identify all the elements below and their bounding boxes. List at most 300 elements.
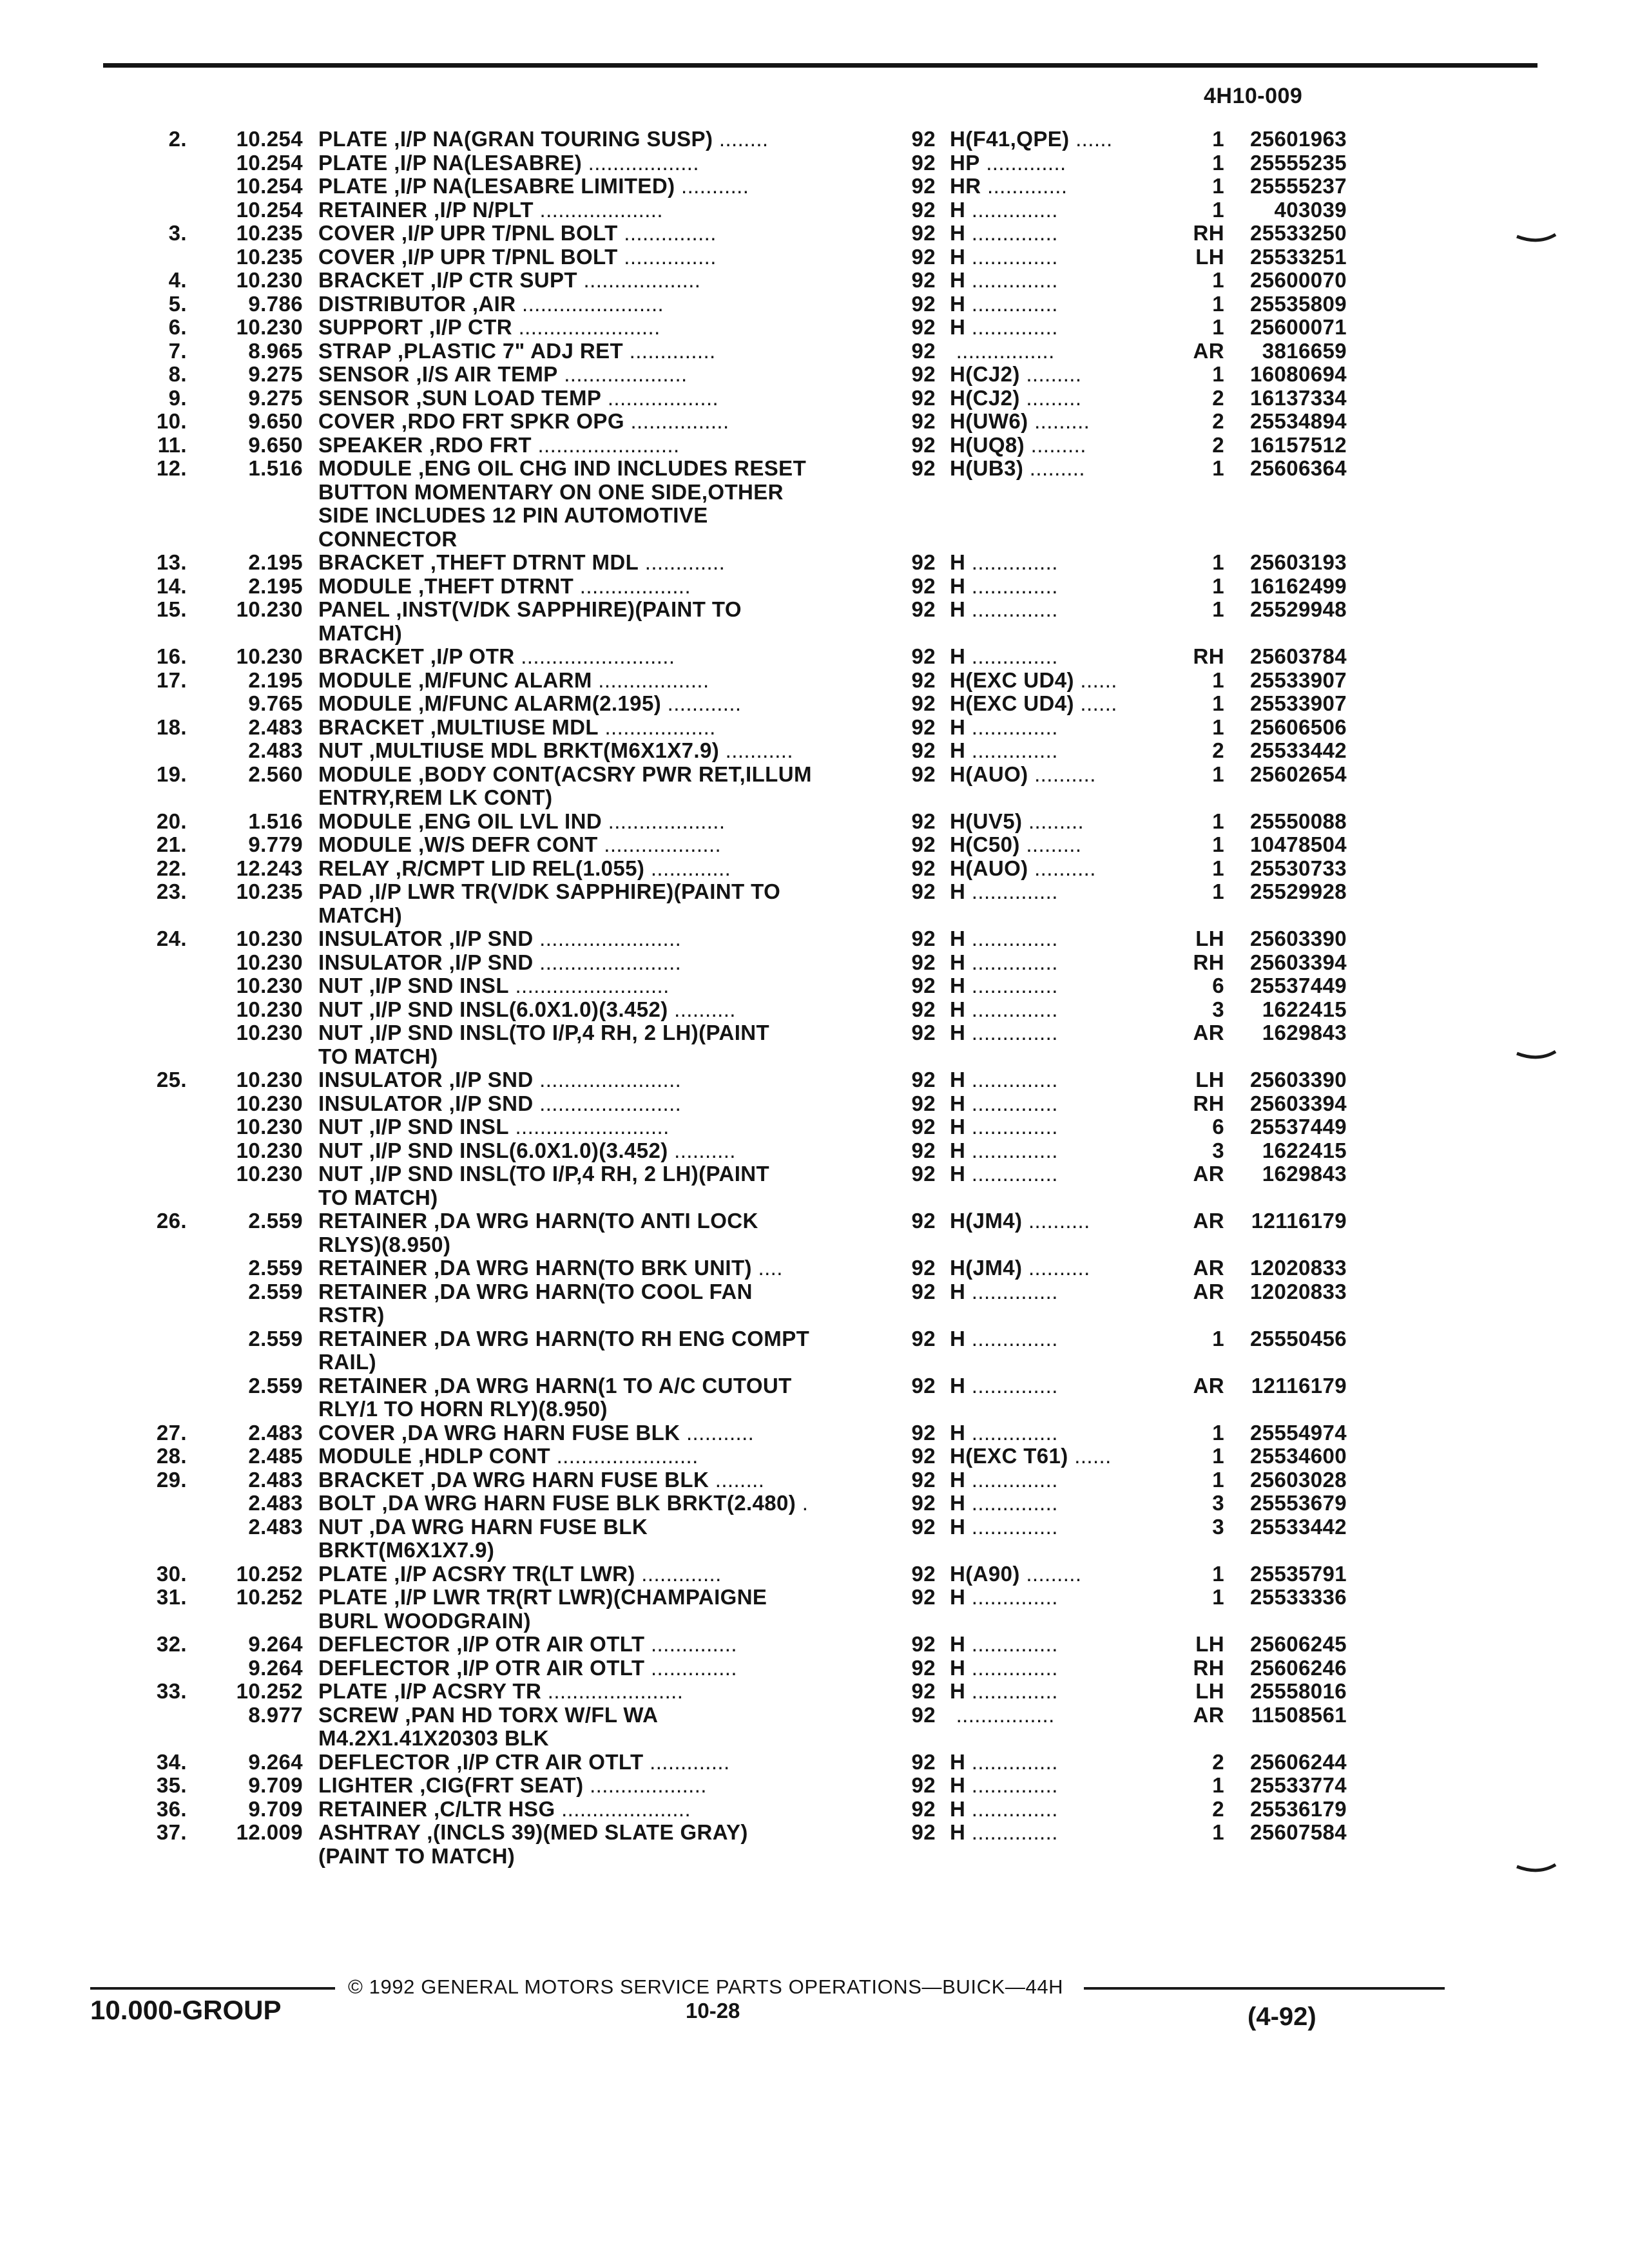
part-description-text: SUPPORT ,I/P CTR bbox=[318, 315, 512, 339]
group-number: 10.252 bbox=[236, 1561, 303, 1586]
model-year: 92 bbox=[911, 1209, 936, 1233]
model-leader-dots: .............. bbox=[965, 1162, 1058, 1186]
description-leader-dots: ................... bbox=[597, 832, 722, 856]
part-description bbox=[318, 645, 853, 669]
quantity: RH bbox=[1193, 950, 1224, 974]
group-number: 2.483 bbox=[248, 738, 303, 762]
group-number: 10.230 bbox=[236, 315, 303, 339]
model-year: 92 bbox=[911, 1279, 936, 1303]
model-year: 92 bbox=[911, 1444, 936, 1468]
model-year: 92 bbox=[911, 997, 936, 1021]
group-number: 2.485 bbox=[248, 1444, 303, 1468]
model-leader-dots: ...... bbox=[1074, 691, 1117, 715]
quantity: 1 bbox=[1212, 597, 1224, 621]
group-number: 2.559 bbox=[248, 1209, 303, 1233]
description-leader-dots: ............... bbox=[617, 244, 717, 269]
quantity: 1 bbox=[1212, 174, 1224, 198]
quantity: LH bbox=[1195, 927, 1224, 950]
quantity: AR bbox=[1193, 1256, 1224, 1280]
part-description-text: BRACKET ,I/P OTR bbox=[318, 644, 515, 668]
model-code-text: H bbox=[950, 1820, 966, 1844]
part-description bbox=[318, 927, 853, 951]
description-leader-dots: .................... bbox=[557, 362, 688, 386]
part-number: 1629843 bbox=[1262, 1021, 1347, 1044]
ref-number: 20. bbox=[156, 809, 187, 833]
description-leader-dots: ............ bbox=[661, 691, 742, 715]
description-leader-dots: ........... bbox=[680, 1420, 755, 1445]
model-leader-dots: .............. bbox=[965, 974, 1058, 997]
part-description bbox=[318, 457, 853, 551]
part-number: 1629843 bbox=[1262, 1162, 1347, 1186]
group-number: 10.230 bbox=[236, 950, 303, 974]
part-number: 11508561 bbox=[1251, 1702, 1347, 1727]
description-leader-dots: .................. bbox=[601, 385, 719, 410]
quantity: RH bbox=[1193, 1655, 1224, 1680]
part-row bbox=[0, 363, 1629, 387]
part-number: 25533774 bbox=[1249, 1773, 1347, 1797]
model-code bbox=[950, 833, 1081, 857]
model-year: 92 bbox=[911, 879, 936, 903]
model-leader-dots: .............. bbox=[965, 1796, 1058, 1821]
description-leader-dots: ............. bbox=[644, 856, 731, 880]
part-description bbox=[318, 1068, 853, 1092]
model-code bbox=[950, 363, 1081, 387]
quantity: 1 bbox=[1212, 573, 1224, 598]
ref-number: 17. bbox=[156, 668, 187, 692]
description-leader-dots: ....................... bbox=[533, 1068, 682, 1091]
model-code bbox=[950, 1209, 1090, 1233]
model-code bbox=[950, 1586, 1058, 1610]
model-code-text: H(F41,QPE) bbox=[950, 127, 1070, 151]
group-number: 10.230 bbox=[236, 644, 303, 668]
model-leader-dots: .............. bbox=[965, 1585, 1058, 1609]
part-description bbox=[318, 763, 853, 810]
part-number: 25529928 bbox=[1249, 879, 1347, 903]
quantity: 1 bbox=[1212, 1585, 1224, 1609]
quantity: 1 bbox=[1212, 691, 1224, 715]
part-row bbox=[0, 998, 1629, 1022]
part-number: 403039 bbox=[1274, 197, 1347, 222]
ref-number: 18. bbox=[156, 715, 187, 739]
model-year: 92 bbox=[911, 150, 936, 175]
model-code-text: H bbox=[950, 950, 966, 974]
model-leader-dots: .............. bbox=[965, 1021, 1058, 1044]
group-number: 9.264 bbox=[248, 1632, 303, 1656]
part-row bbox=[0, 222, 1629, 245]
model-code bbox=[950, 998, 1058, 1022]
model-leader-dots: .............. bbox=[965, 1773, 1058, 1797]
model-leader-dots: .............. bbox=[965, 221, 1058, 245]
ref-number: 2. bbox=[168, 127, 187, 151]
part-row bbox=[0, 927, 1629, 951]
model-code-text: H bbox=[950, 1679, 966, 1703]
margin-mark-middle bbox=[1516, 1050, 1557, 1063]
model-code-text: H(CJ2) bbox=[950, 385, 1020, 410]
part-row bbox=[0, 1586, 1629, 1633]
ref-number: 27. bbox=[156, 1420, 187, 1445]
part-description bbox=[318, 1515, 853, 1562]
description-leader-dots: ..................... bbox=[555, 1796, 691, 1821]
model-code bbox=[950, 692, 1117, 716]
group-number: 9.709 bbox=[248, 1773, 303, 1797]
model-code bbox=[950, 763, 1096, 787]
part-row bbox=[0, 340, 1629, 363]
part-description-text: DEFLECTOR ,I/P CTR AIR OTLT bbox=[318, 1749, 644, 1774]
model-leader-dots: .............. bbox=[965, 1279, 1058, 1303]
group-number: 2.483 bbox=[248, 715, 303, 739]
part-description bbox=[318, 1586, 853, 1633]
model-year: 92 bbox=[911, 1467, 936, 1492]
model-code-text: H bbox=[950, 1115, 966, 1139]
model-code-text: H bbox=[950, 268, 966, 292]
model-leader-dots: .............. bbox=[965, 879, 1058, 903]
page-code: 4H10-009 bbox=[1204, 84, 1303, 108]
part-description bbox=[318, 575, 853, 599]
model-code bbox=[950, 1256, 1090, 1280]
part-number: 25555235 bbox=[1249, 150, 1347, 175]
revision-date: (4-92) bbox=[1248, 2003, 1316, 2031]
model-code bbox=[950, 857, 1096, 881]
quantity: 1 bbox=[1212, 197, 1224, 222]
group-number: 10.235 bbox=[236, 221, 303, 245]
part-row bbox=[0, 1280, 1629, 1327]
quantity: RH bbox=[1193, 1091, 1224, 1115]
part-description bbox=[318, 269, 853, 293]
group-number: 10.230 bbox=[236, 1115, 303, 1139]
model-year: 92 bbox=[911, 1655, 936, 1680]
part-row bbox=[0, 857, 1629, 881]
model-leader-dots: .............. bbox=[965, 1655, 1058, 1680]
model-code-text: H bbox=[950, 315, 966, 339]
model-leader-dots: ......... bbox=[1019, 1561, 1082, 1586]
model-leader-dots: .............. bbox=[965, 950, 1058, 974]
part-description-text: SCREW ,PAN HD TORX W/FL WA M4.2X1.41X20303 BLK bbox=[318, 1702, 659, 1750]
ref-number: 30. bbox=[156, 1561, 187, 1586]
model-code bbox=[950, 387, 1081, 410]
group-number: 9.709 bbox=[248, 1796, 303, 1821]
part-description-text: INSULATOR ,I/P SND bbox=[318, 950, 534, 974]
model-code bbox=[950, 575, 1058, 599]
model-code bbox=[950, 340, 1055, 363]
model-year: 92 bbox=[911, 338, 936, 363]
model-leader-dots: .............. bbox=[965, 738, 1058, 762]
part-row bbox=[0, 175, 1629, 198]
description-leader-dots: .......... bbox=[668, 997, 736, 1021]
ref-number: 31. bbox=[156, 1585, 187, 1609]
description-leader-dots: .......... bbox=[668, 1138, 736, 1162]
part-number: 25550456 bbox=[1249, 1326, 1347, 1350]
model-code bbox=[950, 551, 1058, 575]
part-row bbox=[0, 1680, 1629, 1704]
part-row bbox=[0, 1021, 1629, 1068]
model-code-text: H(UB3) bbox=[950, 456, 1024, 480]
model-code-text: H(AUO) bbox=[950, 856, 1028, 880]
part-number: 25536179 bbox=[1249, 1796, 1347, 1821]
model-leader-dots: .............. bbox=[965, 1491, 1058, 1515]
model-leader-dots: ......... bbox=[1019, 362, 1082, 386]
part-description-text: RETAINER ,DA WRG HARN(TO RH ENG COMPT RAIL) bbox=[318, 1326, 810, 1374]
model-year: 92 bbox=[911, 291, 936, 316]
model-code bbox=[950, 269, 1058, 293]
part-number: 12116179 bbox=[1251, 1209, 1347, 1233]
part-description-text: INSULATOR ,I/P SND bbox=[318, 1068, 534, 1091]
part-row bbox=[0, 716, 1629, 740]
part-number: 25606245 bbox=[1249, 1632, 1347, 1656]
model-code bbox=[950, 1680, 1058, 1704]
model-code-text: H bbox=[950, 1632, 966, 1656]
part-description-text: BRACKET ,MULTIUSE MDL bbox=[318, 715, 599, 739]
ref-number: 28. bbox=[156, 1444, 187, 1468]
quantity: 1 bbox=[1212, 879, 1224, 903]
part-description-text: RELAY ,R/CMPT LID REL(1.055) bbox=[318, 856, 645, 880]
description-leader-dots: ............. bbox=[635, 1561, 722, 1586]
model-code bbox=[950, 645, 1058, 669]
part-description bbox=[318, 1139, 853, 1163]
part-number: 25606244 bbox=[1249, 1749, 1347, 1774]
model-code bbox=[950, 410, 1090, 434]
part-number: 12116179 bbox=[1251, 1373, 1347, 1398]
model-code bbox=[950, 316, 1058, 340]
model-code bbox=[950, 128, 1113, 151]
part-row bbox=[0, 1256, 1629, 1280]
quantity: AR bbox=[1193, 1021, 1224, 1044]
model-year: 92 bbox=[911, 1091, 936, 1115]
quantity: LH bbox=[1195, 1632, 1224, 1656]
part-description-text: MODULE ,THEFT DTRNT bbox=[318, 573, 574, 598]
description-leader-dots: ....................... bbox=[512, 315, 660, 339]
part-description bbox=[318, 739, 853, 763]
part-number: 25603390 bbox=[1249, 927, 1347, 950]
quantity: 1 bbox=[1212, 668, 1224, 692]
model-leader-dots: .......... bbox=[1022, 1209, 1090, 1233]
margin-mark-top bbox=[1516, 233, 1557, 246]
model-code-text: H bbox=[950, 1514, 966, 1539]
part-number: 25533250 bbox=[1249, 221, 1347, 245]
part-description-text: MODULE ,BODY CONT(ACSRY PWR RET,ILLUM ENTRY,REM LK CONT) bbox=[318, 762, 812, 809]
part-number: 25533442 bbox=[1249, 1514, 1347, 1539]
part-description bbox=[318, 1468, 853, 1492]
model-code-text: H bbox=[950, 550, 966, 574]
description-leader-dots: ................... bbox=[577, 268, 701, 292]
part-number: 25602654 bbox=[1249, 762, 1347, 786]
model-year: 92 bbox=[911, 715, 936, 739]
model-code bbox=[950, 1751, 1058, 1774]
part-row bbox=[0, 974, 1629, 998]
part-row bbox=[0, 739, 1629, 763]
part-row bbox=[0, 1633, 1629, 1657]
quantity: 3 bbox=[1212, 1491, 1224, 1515]
quantity: AR bbox=[1193, 1373, 1224, 1398]
quantity: 1 bbox=[1212, 150, 1224, 175]
quantity: RH bbox=[1193, 221, 1224, 245]
part-number: 10478504 bbox=[1249, 832, 1347, 856]
model-year: 92 bbox=[911, 1632, 936, 1656]
group-number: 2.195 bbox=[248, 550, 303, 574]
model-leader-dots: ...... bbox=[1069, 127, 1113, 151]
model-code bbox=[950, 1139, 1058, 1163]
part-description bbox=[318, 998, 853, 1022]
group-number: 1.516 bbox=[248, 456, 303, 480]
part-row bbox=[0, 1115, 1629, 1139]
part-number: 25603390 bbox=[1249, 1068, 1347, 1091]
model-code bbox=[950, 1445, 1112, 1468]
ref-number: 19. bbox=[156, 762, 187, 786]
part-row bbox=[0, 551, 1629, 575]
part-row bbox=[0, 457, 1629, 551]
quantity: AR bbox=[1193, 1702, 1224, 1727]
model-year: 92 bbox=[911, 856, 936, 880]
part-row bbox=[0, 198, 1629, 222]
part-description-text: NUT ,I/P SND INSL bbox=[318, 1115, 509, 1139]
part-row bbox=[0, 1798, 1629, 1821]
group-number: 8.965 bbox=[248, 338, 303, 363]
part-number: 25600070 bbox=[1249, 268, 1347, 292]
part-number: 25533907 bbox=[1249, 668, 1347, 692]
model-code bbox=[950, 1021, 1058, 1045]
ref-number: 16. bbox=[156, 644, 187, 668]
description-leader-dots: ........ bbox=[713, 127, 769, 151]
part-row bbox=[0, 575, 1629, 599]
model-year: 92 bbox=[911, 1326, 936, 1350]
quantity: 1 bbox=[1212, 856, 1224, 880]
part-number: 25558016 bbox=[1249, 1679, 1347, 1703]
model-leader-dots: ................ bbox=[950, 1702, 1055, 1727]
model-year: 92 bbox=[911, 1585, 936, 1609]
group-number: 10.230 bbox=[236, 927, 303, 950]
group-number: 2.559 bbox=[248, 1256, 303, 1280]
model-code bbox=[950, 1327, 1058, 1351]
model-code bbox=[950, 293, 1058, 316]
model-code-text: HP bbox=[950, 150, 980, 175]
group-number: 10.230 bbox=[236, 974, 303, 997]
model-leader-dots: .............. bbox=[965, 1373, 1058, 1398]
ref-number: 7. bbox=[168, 338, 187, 363]
model-code-text: H bbox=[950, 197, 966, 222]
part-description bbox=[318, 833, 853, 857]
part-number: 25553679 bbox=[1249, 1491, 1347, 1515]
part-number: 25535809 bbox=[1249, 291, 1347, 316]
model-code-text: H bbox=[950, 1279, 966, 1303]
part-description bbox=[318, 1256, 853, 1280]
model-year: 92 bbox=[911, 1796, 936, 1821]
part-description bbox=[318, 951, 853, 975]
model-leader-dots: .............. bbox=[965, 1749, 1058, 1774]
part-row bbox=[0, 1209, 1629, 1256]
model-leader-dots: ......... bbox=[1019, 832, 1082, 856]
model-code-text: H bbox=[950, 974, 966, 997]
part-description bbox=[318, 1092, 853, 1116]
model-code-text: H bbox=[950, 997, 966, 1021]
part-description-text: COVER ,RDO FRT SPKR OPG bbox=[318, 409, 624, 433]
model-code bbox=[950, 1280, 1058, 1304]
description-leader-dots: ................ bbox=[624, 409, 729, 433]
model-code-text: H(UQ8) bbox=[950, 432, 1025, 457]
part-description-text: BRACKET ,I/P CTR SUPT bbox=[318, 268, 577, 292]
quantity: 1 bbox=[1212, 1561, 1224, 1586]
model-code bbox=[950, 1068, 1058, 1092]
description-leader-dots: ........... bbox=[675, 174, 749, 198]
model-code-text: H bbox=[950, 1749, 966, 1774]
part-row bbox=[0, 1515, 1629, 1562]
part-description bbox=[318, 1162, 853, 1209]
group-number: 2.483 bbox=[248, 1491, 303, 1515]
description-leader-dots: ....................... bbox=[531, 432, 680, 457]
model-year: 92 bbox=[911, 244, 936, 269]
part-description bbox=[318, 1421, 853, 1445]
model-leader-dots: .............. bbox=[965, 1467, 1058, 1492]
part-number: 25603028 bbox=[1249, 1467, 1347, 1492]
ref-number: 5. bbox=[168, 291, 187, 316]
model-leader-dots: .......... bbox=[1028, 856, 1096, 880]
description-leader-dots: ........... bbox=[719, 738, 793, 762]
part-description-text: COVER ,I/P UPR T/PNL BOLT bbox=[318, 244, 618, 269]
model-code-text: H bbox=[950, 291, 966, 316]
part-row bbox=[0, 1374, 1629, 1421]
part-number: 25533251 bbox=[1249, 244, 1347, 269]
model-code bbox=[950, 927, 1058, 951]
model-year: 92 bbox=[911, 950, 936, 974]
model-leader-dots: .............. bbox=[965, 1115, 1058, 1139]
model-year: 92 bbox=[911, 221, 936, 245]
quantity: 2 bbox=[1212, 1796, 1224, 1821]
model-year: 92 bbox=[911, 385, 936, 410]
part-description bbox=[318, 974, 853, 998]
model-leader-dots: ...... bbox=[1074, 668, 1117, 692]
model-code-text: H(EXC T61) bbox=[950, 1444, 1068, 1468]
model-code bbox=[950, 974, 1058, 998]
part-row bbox=[0, 1751, 1629, 1774]
model-year: 92 bbox=[911, 1749, 936, 1774]
group-number: 12.009 bbox=[236, 1820, 303, 1844]
quantity: 3 bbox=[1212, 1514, 1224, 1539]
part-row bbox=[0, 951, 1629, 975]
model-leader-dots: .............. bbox=[965, 927, 1058, 950]
part-description-text: PLATE ,I/P NA(GRAN TOURING SUSP) bbox=[318, 127, 713, 151]
quantity: 1 bbox=[1212, 1444, 1224, 1468]
part-description bbox=[318, 1751, 853, 1774]
model-code-text: H(CJ2) bbox=[950, 362, 1020, 386]
model-leader-dots: ......... bbox=[1022, 809, 1084, 833]
ref-number: 35. bbox=[156, 1773, 187, 1797]
part-row bbox=[0, 833, 1629, 857]
description-leader-dots: .............. bbox=[644, 1655, 737, 1680]
part-description-text: PAD ,I/P LWR TR(V/DK SAPPHIRE)(PAINT TO MATCH) bbox=[318, 879, 781, 927]
part-description bbox=[318, 1445, 853, 1468]
group-number: 2.560 bbox=[248, 762, 303, 786]
ref-number: 8. bbox=[168, 362, 187, 386]
model-leader-dots: ......... bbox=[1025, 432, 1086, 457]
group-number: 2.559 bbox=[248, 1279, 303, 1303]
ref-number: 24. bbox=[156, 927, 187, 950]
description-leader-dots: .................. bbox=[574, 573, 691, 598]
part-number: 16080694 bbox=[1249, 362, 1347, 386]
model-code-text: HR bbox=[950, 174, 981, 198]
part-description bbox=[318, 316, 853, 340]
group-number: 2.559 bbox=[248, 1326, 303, 1350]
group-number: 10.252 bbox=[236, 1585, 303, 1609]
description-leader-dots: .................. bbox=[582, 150, 699, 175]
quantity: LH bbox=[1195, 1068, 1224, 1091]
ref-number: 22. bbox=[156, 856, 187, 880]
part-number: 25534894 bbox=[1249, 409, 1347, 433]
ref-number: 34. bbox=[156, 1749, 187, 1774]
part-description-text: MODULE ,ENG OIL CHG IND INCLUDES RESET BUTTON MOMENTARY ON ONE SIDE,OTHER SIDE INCLUDES 12 PIN AUTOMOTIVE CONNECTOR bbox=[318, 456, 807, 551]
model-year: 92 bbox=[911, 1820, 936, 1844]
quantity: 1 bbox=[1212, 456, 1224, 480]
part-description bbox=[318, 1374, 853, 1421]
model-year: 92 bbox=[911, 1561, 936, 1586]
model-code bbox=[950, 669, 1117, 693]
